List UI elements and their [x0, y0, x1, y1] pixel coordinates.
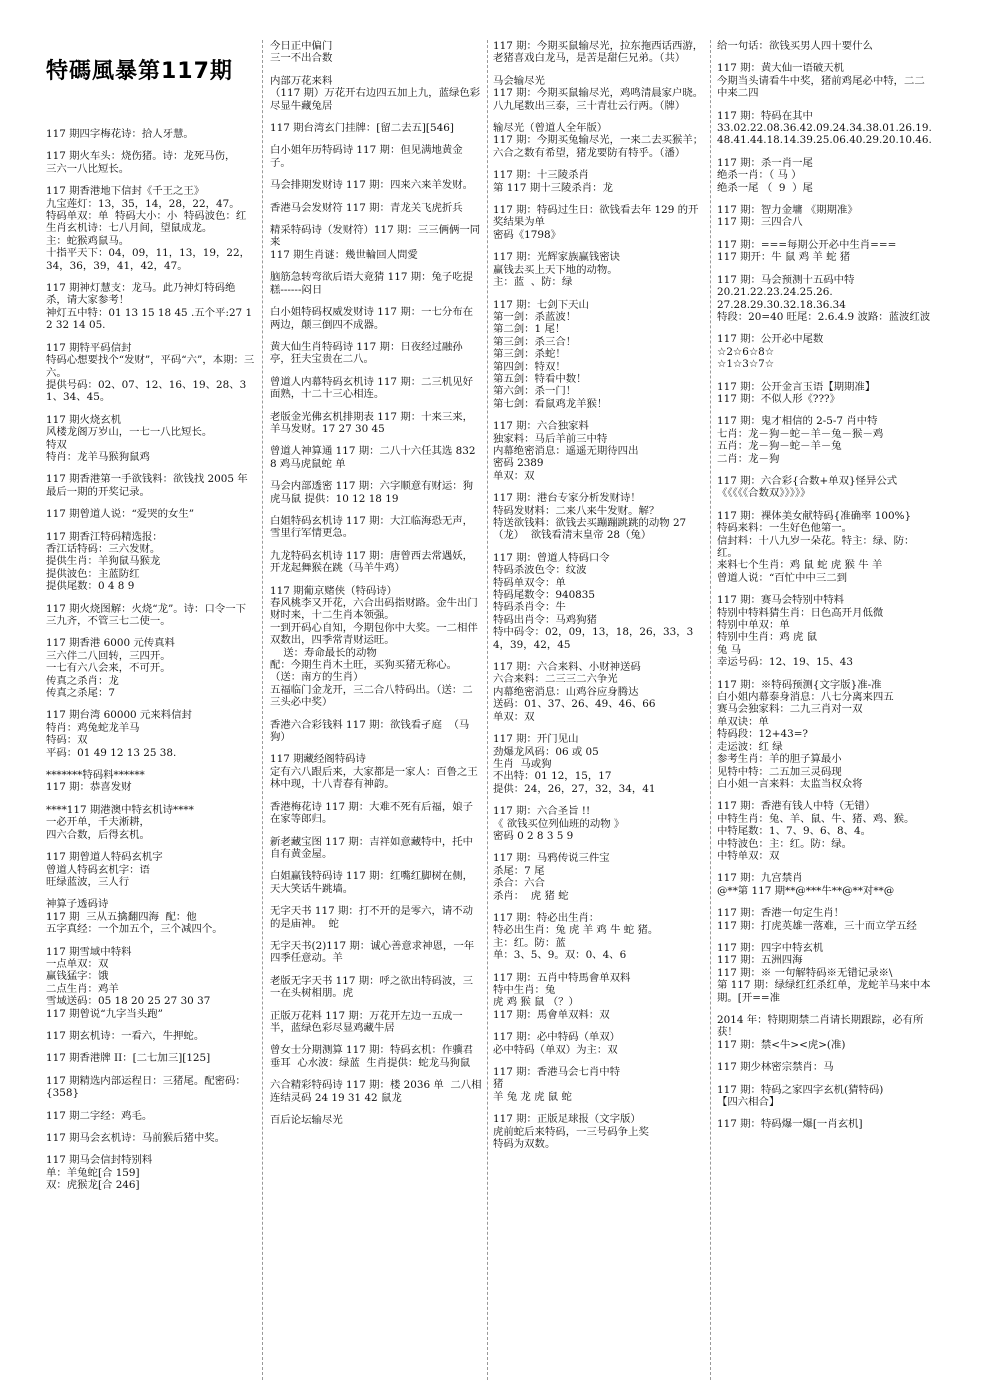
text-block: 117 期：曾道人特码口令 特码杀波色令：纹波 特码单双令：单 特码尾数令：940835 特码杀肖令：牛 特码出肖令：马鸡狗猪 特中码令：02，09，13，18，26，33，34，39，42，45 [493, 551, 694, 651]
text-block: 117 期：香港有钱人中特（无错） 中特生肖：兔、羊、鼠、牛、猪、鸡、猴。 中特尾数：1、7、9、6、8、4。 中特波色：主：红。防：绿。 中特单双：双 [717, 800, 915, 862]
text-block: 117 期：智力金墉 《期期准》 117 期：三四合八 [717, 204, 858, 229]
text-block: 117 期火烧玄机 风楼龙阁万岁山，一七一八比短长。 特双 特肖：龙羊马猴狗鼠鸡 [46, 413, 213, 463]
text-block: 117 期：※特码预测{文字版}准-准 白小姐内幕泰身消息：八七分离来四五 赛马会独家料：二九三肖对一双 单双诀：单 特码段：12+43=? 走运波：红 绿 参考生肖：羊的胆子算最小 见特中特：二五加三灵码现 白小姐一言来料：太监当权众将 [717, 678, 894, 790]
text-block: 马会排期发财诗 117 期：四来六来羊发财。 [270, 179, 474, 192]
text-block: 白小姐年历特码诗 117 期：但见满地黄金子。 [270, 144, 463, 169]
column-divider [262, 40, 263, 1380]
text-block: 117 期神灯慧支：龙马。此乃神灯特码绝杀，请大家参考！ 神灯五中特：01 13 15 18 45 .五个平:27 12 32 14 05. [46, 282, 253, 332]
text-block: 117 期火车头：烧伤猪。诗：龙死马伤， 三六一八比短长。 [46, 150, 236, 175]
text-block: 曾道人神算通 117 期：二八十六任其选 8328 鸡马虎鼠蛇 单 [270, 445, 476, 470]
text-block: 新老藏宝图 117 期：吉祥如意藏特中，托中自有黄金屋。 [270, 835, 474, 860]
text-block: 117 期：杀一肖一尾 绝杀一肖：（ 马 ） 绝杀一尾 （ 9 ）尾 [717, 156, 813, 194]
text-block: 白姐赢钱特码诗 117 期：红嘴红脚树在侧，天大笑话牛跳墙。 [270, 870, 474, 895]
text-block: 117 期马会信封特别料 单：羊兔蛇[合 159] 双：虎猴龙[合 246] [46, 1154, 153, 1192]
text-block: 117 期：九宫禁肖 @**第 117 期**@***牛**@**对**@ [717, 872, 895, 897]
text-block: 117 期：特码过生日：欲钱看去年 129 的开奖结果为单 密码《1798》 [493, 204, 699, 241]
text-block: 117 期：鬼才相信的 2-5-7 肖中特 七肖：龙－狗－蛇－羊－兔－猴－鸡 五肖：龙－狗－蛇－羊－兔 二肖：龙－狗 [717, 415, 884, 465]
column-divider [487, 40, 488, 1380]
text-block: 117 期：公开必中尾数 ☆2☆6☆8☆ ☆1☆3☆7☆ [717, 333, 824, 371]
text-block: 117 期少林密宗禁肖：马 [717, 1061, 834, 1074]
text-block: 117 期：特必出生肖： 特必出生肖：兔 虎 羊 鸡 牛 蛇 猪。 主：红。防：蓝 单：3、5、9。双：0、4、6 [493, 911, 659, 962]
text-block: 117 期：香港马会七肖中特 猪 羊 兔 龙 虎 鼠 蛇 [493, 1066, 621, 1103]
column-1 [46, 128, 256, 1378]
text-block: 老版金光佛玄机排期表 117 期：十来三来，羊马发财。17 27 30 45 [270, 410, 474, 435]
column-2 [270, 40, 482, 1380]
text-block: 117 期香江特码精选报： 香江话特码：三六发财。 提供生肖：羊狗鼠马猴龙 提供波色：主蓝防红 提供尾数：0 4 8 9 [46, 530, 163, 593]
text-block: 今日正中偏门 三一不出合数 [270, 40, 333, 65]
text-block: 输尽光（曾道人全年版） 117 期：今期买兔输尽光，一来二去买猴羊；六合之数有希望，猪龙要防有特乎。（潘） [493, 122, 704, 159]
text-block: 117 期香港牌 II：[二七加三][125] [46, 1052, 211, 1065]
text-block: 117 期：十三陵杀肖 第 117 期十三陵杀肖：龙 [493, 169, 613, 194]
text-block: 117 期香港 6000 元传真料 三六伴二八回转，三四开。 一七有六八会来，不可开。 传真之杀肖：龙 传真之杀尾：7 [46, 637, 175, 700]
text-block: 117 期曾道人说：“爱哭的女生” [46, 508, 195, 521]
text-block: 六合精彩特码诗 117 期：楼 2036 单 二八相连结灵码 24 19 31 42 鼠龙 [270, 1079, 482, 1104]
text-block: 117 期火烧图解：火烧“龙”。诗：口令一下三九齐，不管三七二使一。 [46, 602, 247, 627]
text-block: 117 期台湾 60000 元来料信封 特肖：鸡兔蛇龙羊马 特码：双 平码：01 49 12 13 25 38. [46, 709, 192, 759]
text-block: 117 期：香港一句定生肖！ 117 期：打虎英雄一落难，三十而立学五经 [717, 907, 917, 932]
text-block: 117 期：特码爆一爆[一肖玄机] [717, 1118, 863, 1131]
text-block: 117 期特平码信封 特码心想要找个“发财”，平码“六”，本期：三六。 提供号码：02、07、12、16、19、28、31、34、45。 [46, 341, 255, 404]
text-block: 117 期藏经阁特码诗 定有六八跟后来，大家都是一家人：百鲁之王林中现，十八青春有神韵。 [270, 753, 478, 791]
text-block: 老版无字天书 117 期：呼之欲出特码波，三一在头树相朋。虎 [270, 974, 474, 1000]
text-block: 白姐特码玄机诗 117 期：大江临海恐无声，雪里行军情更急。 [270, 514, 474, 540]
text-block: 正版万花料 117 期：万花开左边一五成一半，蓝绿色彩尽显鸡藏牛居 [270, 1009, 463, 1034]
text-block: 117 期：赛马会特别中特料 特别中特料猜生肖：日色高开月低微 特别中单双：单 特别中生肖：鸡 虎 鼠 兔 马 幸运号码：12、19、15、43 [717, 594, 884, 669]
text-block: 无字天书 117 期：打不开的是零六，请不动的是庙神。 蛇 [270, 905, 474, 930]
text-block: *******特码料****** 117 期：恭喜发财 [46, 769, 145, 794]
text-block: 马会内部透密 117 期：六字顺意有财运：狗虎马鼠 提供：10 12 18 19 [270, 480, 474, 505]
column-3 [493, 40, 705, 1380]
text-block: 117 期香港第一手欲钱料：欲钱找 2005 年最后一期的开奖记录。 [46, 473, 248, 498]
text-block: 给一句话：欲钱买男人四十要什么 [717, 40, 873, 52]
text-block: 脑筋急转弯欲后语大竟猜 117 期：兔子吃提糕------闷日 [270, 271, 474, 296]
column-4 [717, 40, 933, 1380]
text-block: 117 期：五肖中特馬會单双料 特中生肖：兔 虎 鸡 猴 鼠 （？） 117 期：馬會单双料：双 [493, 971, 631, 1021]
text-block: 117 期：马会预测十五码中特 20.21.22.23.24.25.26. 27.28.29.30.32.18.36.34 特段：20=40 旺尾：2.6.4.9 波路：蓝波红波 [717, 273, 931, 323]
text-block: 117 期：正版足球报（文字版） 虎前蛇后来特码，一三号码争上奖 特码为双数。 [493, 1113, 649, 1151]
text-block: 117 期：六合来料、小财神送码 六合来料：二三三二六争光 内幕绝密消息：山鸡谷应身腾达 送码：01、37、26、49、46、66 单双：双 [493, 661, 656, 723]
text-block: 117 期二字经：鸡毛。 [46, 1109, 153, 1122]
text-block: 神算子透码诗 117 期 三从五擒翻四海 配：他 五字真经：一个加五个，三个减四个。 [46, 898, 223, 936]
text-block: 香港马会发财符 117 期：青龙关飞虎折兵 [270, 201, 463, 214]
text-block: 百后论坛输尽光 [270, 1114, 343, 1126]
text-block: 精采特码诗（发财符）117 期：三三俩俩一同来 117 期生肖谜：幾世輪回人問愛 [270, 224, 481, 261]
page-title: 特碼風暴第117期 [46, 59, 233, 84]
text-block: 白小姐特码权威发财诗 117 期：一七分布在两边，颠三倒四不成器。 [270, 306, 474, 331]
text-block: 117 期：黄大仙一语破天机 今期当头请看牛中奖，猪前鸡尾必中特，二二中来二四 [717, 62, 925, 100]
text-block: 117 期：===每期公开必中生肖=== 117 期开：牛 鼠 鸡 羊 蛇 猪 [717, 238, 897, 264]
text-block: 117 期：六合圣旨 !! 《 欲钱买位列仙班的动物 》 密码 0 2 8 3 5 9 [493, 805, 625, 842]
text-block: 117 期玄机诗：一看六，牛押蛇。 [46, 1029, 205, 1042]
text-block: 117 期四字梅花诗：拾人牙慧。 [46, 128, 194, 140]
text-block: 马会输尽光 117 期：今期买鼠输尽光，鸡鸣清晨家户晓。八九尾数出三泰，三十青壮云行两。（牌） [493, 74, 704, 112]
text-block: 117 期香港地下信封《千王之王》 九宝莲灯：13，35，14，28，22，47。 特码单双：单 特码大小：小 特码波色：红 生肖玄机诗：七八月间，望鼠成龙。 主：蛇猴鸡鼠马。 十指平天下：04，09，11，13，19，22，34，36，39，41，42，47。 [46, 185, 251, 272]
text-block: 117 期：开门见山 劲爆龙风码：06 或 05 生肖 马或狗 不出特：01 12，15，17 提供：24，26，27，32，34，41 [493, 733, 656, 795]
text-block: 117 期曾道人特码玄机字 曾道人特码玄机字：语 旺绿蓝波，三人行 [46, 851, 163, 888]
text-block: 117 期：裸体美女献特码{准确率 100%} 特码来料：一生好色他第一。 信封料：十八九岁一朵花。特主：绿、防：红。 来料七个生肖：鸡 鼠 蛇 虎 猴 牛 羊 曾道人说：“百忙中中三二到 [717, 509, 915, 584]
column-divider [710, 40, 711, 1380]
text-block: 内部万花来料 （117 期）万花开右边四五加上九，蓝绿色彩尽显牛藏兔居 [270, 74, 481, 112]
text-block: 117 期葡京赌侠（特码诗） 春风桃李又开花，六合出码指财路。金牛出门财时来，十二生肖本领强。 一到开码心自知，今期包你中大奖。一二相伴双数出，四季常青财运旺。 送：寿命最长的动物 配：今期生肖木土旺，买狗买猪无称心。（送：南方的生肖） 五福临门金龙开，三二合八特码出。（送：二三头必中奖） [270, 584, 478, 709]
text-block: 117 期：公开金言玉语【期期准】 117 期：不似人形《???》 [717, 380, 876, 405]
text-block: 117 期：特码之家四字玄机(猜特码) 【四六相合】 [717, 1083, 884, 1109]
text-block: 117 期：马鸦传说三件宝 杀尾：7 尾 杀合：六合 杀肖： 虎 猪 蛇 [493, 852, 610, 902]
text-block: 117 期：港台专家分析发财诗！ 特码发财料：二来八来牛发财。解？ 特送欲钱料：欲钱去买蹦蹦跳跳的动物 27（龙） 欲钱看清末皇帝 28（兔） [493, 492, 687, 542]
text-block: 2014 年：特期期禁二肖请长期跟踪，必有所获！ 117 期：禁<牛><虎>(准) [717, 1014, 924, 1051]
text-block: 117 期马会玄机诗：马前猴后猪中奖。 [46, 1132, 225, 1144]
text-block: ****117 期港澳中特玄机诗**** 一必开单，千夫淅耕， 四六合数，后得玄机。 [46, 803, 194, 841]
text-block: 曾女士分期测算 117 期：特码玄机：作骥君垂耳 心水波：绿蓝 生肖提供：蛇龙马狗鼠 [270, 1044, 474, 1069]
text-block: 117 期：四字中特玄机 117 期：五洲四海 117 期：※ 一句解特码※无错记录※\ 第 117 期：绿绿红红杀红单，龙蛇羊马来中本期。[开==准 [717, 941, 931, 1004]
text-block: 117 期精选内部运程日：三猪尾。配密码：{358} [46, 1074, 246, 1100]
text-block: 117 期：光辉家族赢钱密诀 赢钱去买上天下地的动物。 主：蓝 、防：绿 [493, 251, 621, 289]
text-block: 117 期：特码在其中 33.02.22.08.36.42.09.24.34.38.01.26.19. 48.41.44.18.14.39.25.06.40.29.20.10.46. [717, 109, 932, 147]
text-block: 117 期台湾玄门挂牌：[留二去五][546] [270, 122, 454, 135]
text-block: 香港六合彩钱料 117 期：欲钱看孑庭 （马狗） [270, 718, 470, 744]
text-block: 117 期：今期买鼠输尽光，拉东拖西话西游，老猪喜戏白龙马，是苦是甜仨兄弟。（共） [493, 40, 704, 65]
text-block: 117 期：六合独家料 独家料：马后羊前三中特 内幕绝密消息：遥遥无期待四出 密码 2389 单双：双 [493, 420, 639, 482]
text-block: 曾道人内幕特码玄机诗 117 期：二三机见好面熟，十二十三心相连。 [270, 375, 474, 401]
text-block: 117 期：七剑下天山 第一剑：杀蓝波！ 第二剑：1 尾！ 第三剑：杀三合！ 第三剑：杀蛇！ 第四剑：特双！ 第五剑：特看中数！ 第六剑：杀一门！ 第七剑：看鼠鸡龙羊猴！ [493, 298, 608, 410]
text-block: 无字天书(2)117 期：诚心善意求神恩，一年四季任意动。羊 [270, 939, 475, 965]
text-block: 九龙特码玄机诗 117 期：唐曾西去常遇妖，开龙起舞猴在跳（马羊牛鸡） [270, 549, 474, 575]
text-block: 117 期：六合彩{合数+单双}怪异公式 《《《《《合数双》》》》》 [717, 474, 898, 500]
text-block: 黄大仙生肖特码诗 117 期：日夜经过融孙亭，狂夫宝贵在二八。 [270, 340, 463, 366]
text-block: 117 期雪域中特料 一点单双：双 赢钱猛字：饿 二点生肖：鸡羊 雪域送码：05 18 20 25 27 30 37 117 期曾说“九字当头跑” [46, 945, 211, 1020]
text-block: 117 期：必中特码（单双） 必中特码（单双）为主：双 [493, 1031, 621, 1056]
text-block: 香港梅花诗 117 期：大难不死有后福，娘子在家等郎归。 [270, 800, 474, 826]
